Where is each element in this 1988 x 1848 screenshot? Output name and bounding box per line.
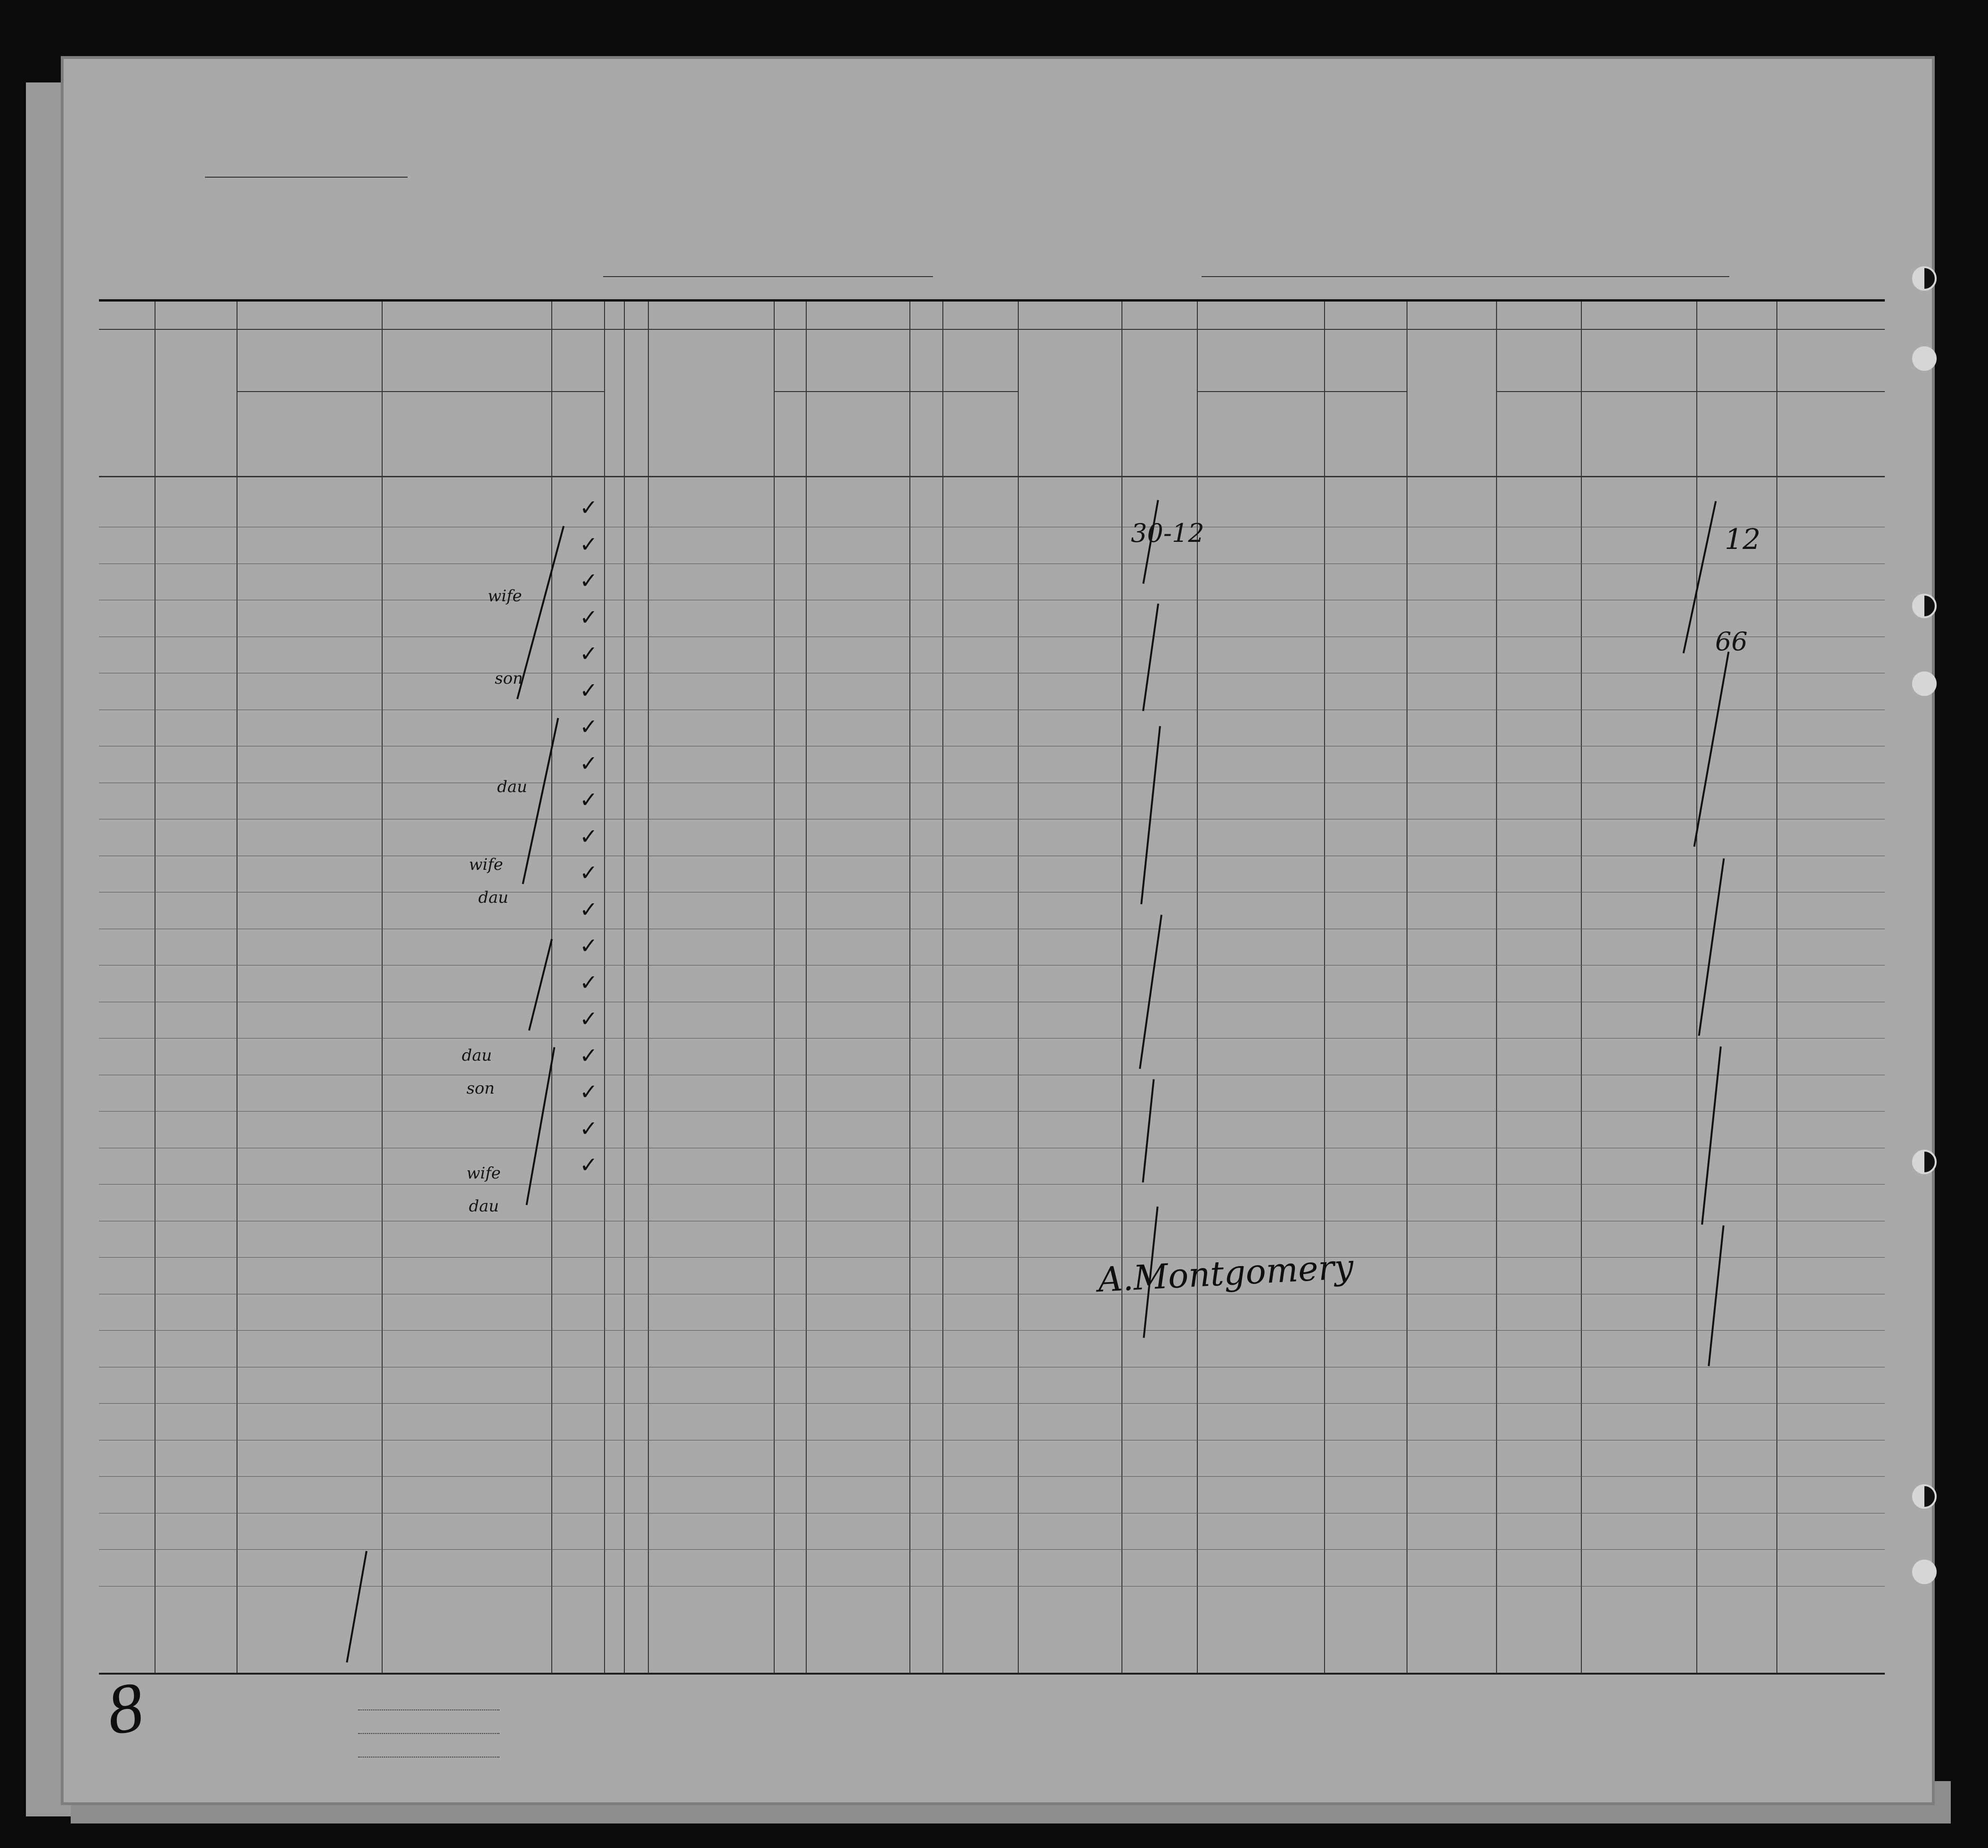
column-rule (1696, 302, 1697, 1673)
check-mark-icon: ✓ (580, 714, 598, 739)
column-rule (1496, 302, 1497, 1673)
handwritten-note: son (495, 669, 523, 688)
us-citizens-line (358, 1733, 499, 1734)
verification-slash-mark (1698, 859, 1725, 1036)
handwritten-note: wife (488, 587, 522, 605)
row-rule (99, 1403, 1885, 1404)
check-mark-icon: ✓ (580, 896, 598, 922)
manifest-table (99, 299, 1885, 1675)
header-rule (1197, 391, 1407, 392)
header-rule (99, 476, 1885, 477)
check-mark-icon: ✓ (580, 604, 598, 630)
check-mark-icon: ✓ (580, 860, 598, 885)
check-mark-icon: ✓ (580, 969, 598, 995)
handwritten-note: wife (469, 855, 503, 874)
check-mark-icon: ✓ (580, 1079, 598, 1104)
check-mark-icon: ✓ (580, 1152, 598, 1177)
check-mark-icon: ✓ (580, 495, 598, 520)
ship-underline (603, 276, 933, 277)
handwritten-note: son (466, 1079, 495, 1098)
verification-slash-mark (1140, 726, 1161, 904)
header-rule (1696, 391, 1885, 392)
column-rule (1121, 302, 1122, 1673)
binder-hole (1912, 1484, 1937, 1509)
check-mark-icon: ✓ (580, 823, 598, 849)
check-mark-icon: ✓ (580, 933, 598, 958)
check-mark-icon: ✓ (580, 1006, 598, 1031)
column-rule (604, 302, 605, 1673)
handwritten-code: 30-12 (1131, 518, 1204, 548)
binder-hole (1912, 1150, 1937, 1174)
column-rule (382, 302, 383, 1673)
check-mark-icon: ✓ (580, 1042, 598, 1068)
row-rule (99, 1184, 1885, 1185)
row-rule (99, 1111, 1885, 1112)
verification-slash-mark (1683, 501, 1717, 654)
binder-hole (1912, 594, 1937, 618)
header-rule (99, 329, 1885, 330)
check-mark-icon: ✓ (580, 750, 598, 776)
handwritten-note: dau (462, 1046, 492, 1065)
margin-list-number: 8 (102, 1667, 148, 1750)
port-underline (1202, 276, 1729, 277)
total-passengers-line (358, 1709, 499, 1710)
binder-hole (1912, 266, 1937, 291)
check-mark-icon: ✓ (580, 677, 598, 703)
check-mark-icon: ✓ (580, 641, 598, 666)
verification-slash-mark (1142, 604, 1159, 711)
column-rule (648, 302, 649, 1673)
verification-slash-mark (528, 939, 553, 1030)
verification-slash-mark (1708, 1226, 1724, 1366)
column-rule (624, 302, 625, 1673)
check-mark-icon: ✓ (580, 1115, 598, 1141)
handwritten-note: wife (466, 1164, 501, 1183)
column-rule (1581, 302, 1582, 1673)
header-rule (237, 391, 604, 392)
binder-hole (1912, 671, 1937, 696)
column-rule (909, 302, 910, 1673)
aliens-line (358, 1757, 499, 1758)
check-mark-icon: ✓ (580, 568, 598, 593)
column-rule (1776, 302, 1777, 1673)
column-rule (1197, 302, 1198, 1673)
header-rule (774, 391, 1018, 392)
verification-slash-mark (1701, 1047, 1722, 1225)
binder-hole (1912, 346, 1937, 371)
verification-slash-mark (1139, 915, 1162, 1069)
verification-slash-mark (1693, 652, 1730, 847)
column-rule (942, 302, 943, 1673)
handwritten-note: dau (469, 1197, 499, 1216)
verification-slash-mark (522, 718, 559, 884)
row-rule (99, 1257, 1885, 1258)
check-mark-icon: ✓ (580, 787, 598, 812)
row-rule (99, 1549, 1885, 1550)
header-rule (1496, 391, 1696, 392)
handwritten-note: dau (497, 777, 527, 796)
verification-slash-mark (346, 1551, 368, 1662)
voyage-line (532, 250, 1927, 283)
inspector-signature: A.Montgomery (1097, 1246, 1355, 1300)
check-mark-icon: ✓ (580, 531, 598, 557)
column-rule (774, 302, 775, 1673)
list-underline (205, 177, 408, 178)
column-rule (551, 302, 552, 1673)
binder-hole (1912, 1560, 1937, 1584)
column-rule (1324, 302, 1325, 1673)
verification-slash-mark (1142, 1079, 1155, 1182)
column-rule (1018, 302, 1019, 1673)
handwritten-code: 66 (1715, 627, 1748, 656)
row-rule (99, 1330, 1885, 1331)
handwritten-code: 12 (1725, 523, 1761, 556)
row-rule (99, 1476, 1885, 1477)
column-rule (806, 302, 807, 1673)
handwritten-note: dau (478, 888, 508, 907)
